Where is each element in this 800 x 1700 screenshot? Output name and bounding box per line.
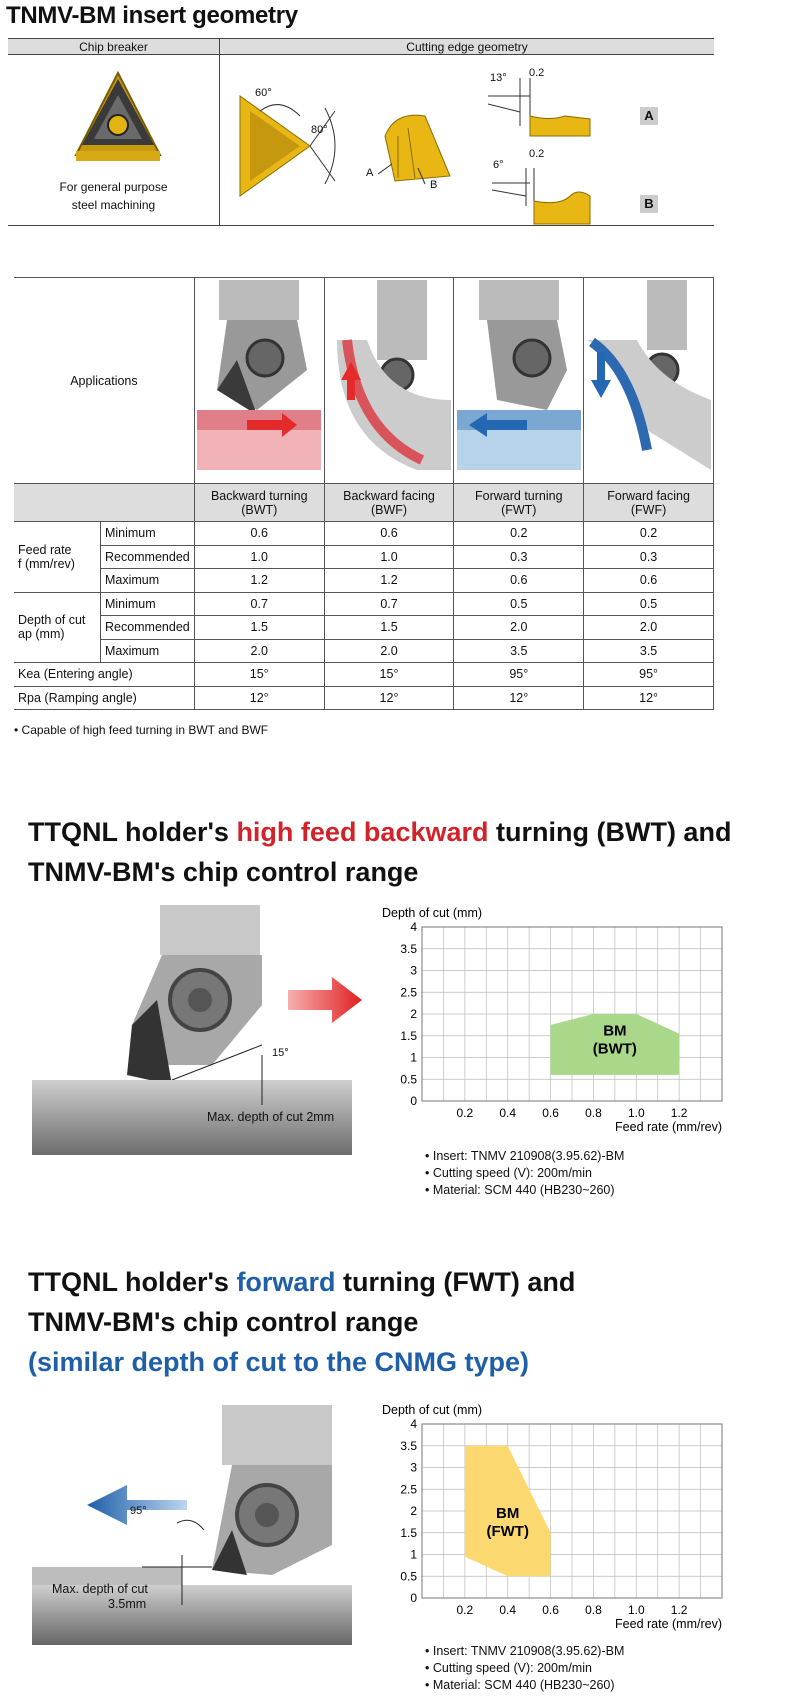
table-cell: 0.2 <box>454 522 584 546</box>
y-tick-label: 1 <box>410 1547 417 1562</box>
y-tick-label: 2.5 <box>400 985 417 1000</box>
table-cell: 3.5 <box>454 639 584 663</box>
y-tick-label: 4 <box>410 1417 417 1431</box>
table-cell: 0.2 <box>584 522 714 546</box>
bwt-chart <box>382 905 792 1145</box>
bwt-angle: 15° <box>272 1047 289 1059</box>
geometry-table-header <box>8 39 714 55</box>
region-label: (BWT) <box>592 1040 637 1058</box>
applications-label: Applications <box>70 373 138 388</box>
table-cell: 0.5 <box>584 592 714 616</box>
badge-a: A <box>640 107 658 125</box>
table-cell: 2.0 <box>584 616 714 640</box>
row-label: Recommended <box>100 545 194 569</box>
table-cell: 2.0 <box>454 616 584 640</box>
col-bwf: Backward facing (BWF) <box>324 484 454 522</box>
row-label: Minimum <box>100 592 194 616</box>
bwt-bullets <box>425 1148 624 1199</box>
x-tick-label: 0.2 <box>456 1106 474 1120</box>
x-tick-label: 1.0 <box>627 1603 645 1617</box>
rpa-label: Rpa (Ramping angle) <box>14 686 194 710</box>
bullet-item: • Insert: TNMV 210908(3.95.62)-BM <box>425 1149 625 1163</box>
fwf-illustration <box>584 278 714 484</box>
table-cell: 1.5 <box>324 616 454 640</box>
table-cell: 12° <box>584 686 714 710</box>
mark-a-label: A <box>366 167 374 179</box>
bullet-item: • Material: SCM 440 (HB230~260) <box>425 1678 615 1692</box>
table-cell: 2.0 <box>194 639 324 663</box>
table-cell: 12° <box>454 686 584 710</box>
region-label: (FWT) <box>486 1523 529 1541</box>
row-label: Minimum <box>100 522 194 546</box>
table-cell: 0.6 <box>324 522 454 546</box>
table-cell: 12° <box>194 686 324 710</box>
region-label: BM <box>603 1022 627 1040</box>
fwt-section-title: TTQNL holder's forward turning (FWT) and TNMV-BM's chip control range (similar depth of cut to the CNMG type) <box>28 1267 576 1377</box>
applications-note: • Capable of high feed turning in BWT and BWF <box>14 723 269 737</box>
chip-breaker-header: Chip breaker <box>79 40 148 54</box>
geometry-table <box>8 38 714 226</box>
table-cell: 95° <box>584 663 714 687</box>
bwt-section-title: TTQNL holder's high feed backward turning (BWT) and TNMV-BM's chip control range <box>28 817 732 887</box>
x-tick-label: 0.6 <box>542 1603 559 1617</box>
x-tick-label: 0.4 <box>499 1106 517 1120</box>
y-axis-label: Depth of cut (mm) <box>382 1403 483 1417</box>
y-tick-label: 3.5 <box>400 941 417 956</box>
x-tick-label: 0.6 <box>542 1106 559 1120</box>
region-label: BM <box>496 1505 520 1523</box>
x-tick-label: 1.0 <box>627 1106 645 1120</box>
table-cell: 0.7 <box>194 592 324 616</box>
x-tick-label: 1.2 <box>670 1106 688 1120</box>
x-tick-label: 0.8 <box>585 1106 602 1120</box>
x-tick-label: 0.2 <box>456 1603 474 1617</box>
table-cell: 0.3 <box>584 545 714 569</box>
table-cell: 0.6 <box>194 522 324 546</box>
table-cell: 1.2 <box>194 569 324 593</box>
badge-b: B <box>640 195 658 213</box>
y-tick-label: 0 <box>410 1094 417 1108</box>
bwt-max-depth: Max. depth of cut 2mm <box>207 1110 335 1124</box>
table-cell: 1.0 <box>194 545 324 569</box>
detail-a-angle: 13° <box>490 72 507 84</box>
y-tick-label: 0 <box>410 1591 417 1605</box>
y-axis-label: Depth of cut (mm) <box>382 906 483 920</box>
row-label: Recommended <box>100 616 194 640</box>
feed-rate-label: Feed rate f (mm/rev) <box>14 522 100 593</box>
kea-label: Kea (Entering angle) <box>14 663 194 687</box>
x-tick-label: 1.2 <box>670 1603 688 1617</box>
row-label: Maximum <box>100 569 194 593</box>
table-cell: 2.0 <box>324 639 454 663</box>
x-tick-label: 0.4 <box>499 1603 517 1617</box>
table-cell: 15° <box>194 663 324 687</box>
col-fwf: Forward facing (FWF) <box>584 484 714 522</box>
col-fwt: Forward turning (FWT) <box>454 484 584 522</box>
y-tick-label: 2 <box>410 1504 417 1518</box>
table-cell: 0.6 <box>584 569 714 593</box>
bullet-item: • Cutting speed (V): 200m/min <box>425 1661 592 1675</box>
col-bwt: Backward turning (BWT) <box>194 484 324 522</box>
mark-b-label: B <box>430 179 438 191</box>
angle-60-label: 60° <box>255 87 272 99</box>
table-cell: 3.5 <box>584 639 714 663</box>
table-cell: 0.5 <box>454 592 584 616</box>
table-cell: 0.7 <box>324 592 454 616</box>
depth-of-cut-label: Depth of cut ap (mm) <box>14 592 100 663</box>
applications-table <box>14 277 714 710</box>
fwt-chart <box>382 1402 792 1642</box>
fwt-illustration <box>454 278 584 484</box>
cutting-edge-header: Cutting edge geometry <box>406 40 528 54</box>
table-cell: 95° <box>454 663 584 687</box>
bullet-item: • Cutting speed (V): 200m/min <box>425 1166 592 1180</box>
page-title: TNMV-BM insert geometry <box>6 2 298 29</box>
y-tick-label: 0.5 <box>400 1569 417 1584</box>
fwt-max-depth-1: Max. depth of cut <box>52 1582 148 1596</box>
y-tick-label: 3 <box>410 963 417 978</box>
table-cell: 1.2 <box>324 569 454 593</box>
x-axis-label: Feed rate (mm/rev) <box>615 1617 722 1631</box>
bullet-item: • Material: SCM 440 (HB230~260) <box>425 1183 615 1197</box>
table-cell: 1.0 <box>324 545 454 569</box>
chip-desc-1: For general purpose <box>59 180 168 194</box>
y-tick-label: 2 <box>410 1007 417 1021</box>
fwt-holder-illustration <box>32 1405 362 1645</box>
fwt-bullets <box>425 1643 624 1694</box>
angle-80-label: 80° <box>311 124 328 136</box>
y-tick-label: 3 <box>410 1460 417 1475</box>
y-tick-label: 3.5 <box>400 1438 417 1453</box>
fwt-angle: 95° <box>130 1505 147 1517</box>
detail-b-angle: 6° <box>493 159 504 171</box>
table-cell: 0.6 <box>454 569 584 593</box>
bwf-illustration <box>324 278 454 484</box>
detail-a-land: 0.2 <box>529 67 545 79</box>
fwt-max-depth-2: 3.5mm <box>108 1597 147 1611</box>
y-tick-label: 0.5 <box>400 1072 417 1087</box>
tnmv-insert-image <box>66 67 170 167</box>
bullet-item: • Insert: TNMV 210908(3.95.62)-BM <box>425 1644 625 1658</box>
detail-b-land: 0.2 <box>529 148 545 160</box>
row-label: Maximum <box>100 639 194 663</box>
x-axis-label: Feed rate (mm/rev) <box>615 1120 722 1134</box>
bwt-illustration <box>194 278 324 484</box>
y-tick-label: 1.5 <box>400 1525 417 1540</box>
y-tick-label: 1 <box>410 1050 417 1065</box>
y-tick-label: 2.5 <box>400 1482 417 1497</box>
x-tick-label: 0.8 <box>585 1603 602 1617</box>
chip-desc-2: steel machining <box>71 198 156 212</box>
y-tick-label: 4 <box>410 920 417 934</box>
table-cell: 0.3 <box>454 545 584 569</box>
table-cell: 15° <box>324 663 454 687</box>
y-tick-label: 1.5 <box>400 1028 417 1043</box>
table-cell: 1.5 <box>194 616 324 640</box>
table-cell: 12° <box>324 686 454 710</box>
applications-label-cell <box>14 278 194 484</box>
